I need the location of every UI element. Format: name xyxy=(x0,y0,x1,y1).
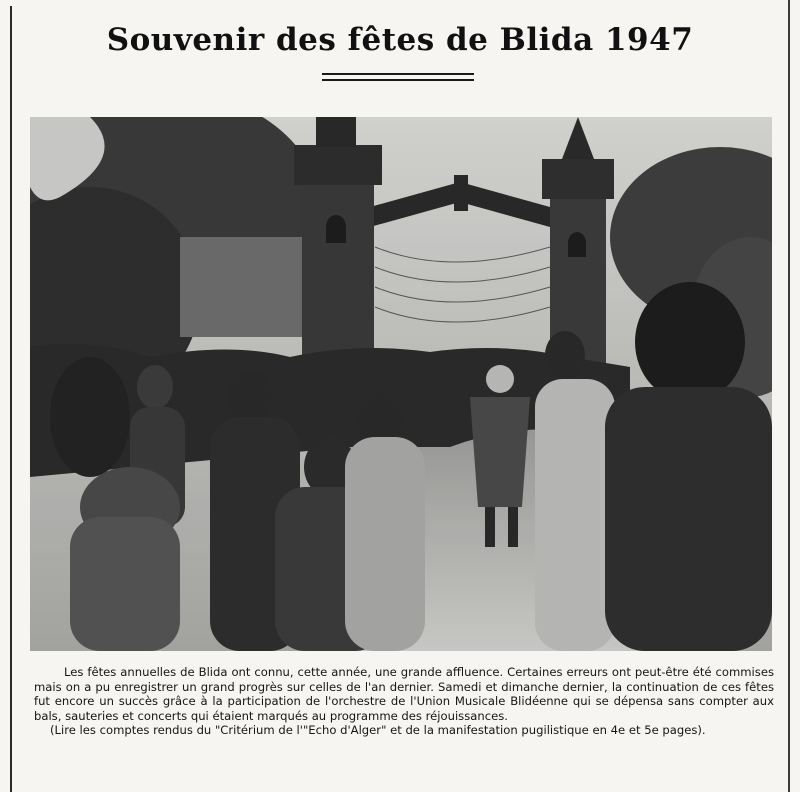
festival-photo xyxy=(30,117,772,651)
caption-paragraph: Les fêtes annuelles de Blida ont connu, cette année, une grande affluence. Certaines erreurs ont peut-être été commises mais on a pu enregistrer un grand progrès sur celles de l'an dernier. Samedi et dimanche dernier, la continuation de ces fêtes fut encore un succès grâce à la participation de l'orchestre de l'Union Musicale Blidéenne qui se dépensa sans compter aux bals, sauteries et concerts qui étaient marqués au programme des réjouissances. xyxy=(34,665,774,723)
caption-note: (Lire les comptes rendus du "Critérium de l'"Echo d'Alger" et de la manifestation pugilistique en 4e et 5e pages). xyxy=(50,723,706,738)
column-rule-right xyxy=(788,0,790,792)
column-rule-left xyxy=(10,6,12,792)
headline-rule-top xyxy=(322,73,474,75)
photo-caption xyxy=(34,665,774,738)
headline-rule-bottom xyxy=(322,79,474,81)
crowd-festival-photo-icon xyxy=(30,117,772,651)
headline: Souvenir des fêtes de Blida 1947 xyxy=(106,22,694,58)
